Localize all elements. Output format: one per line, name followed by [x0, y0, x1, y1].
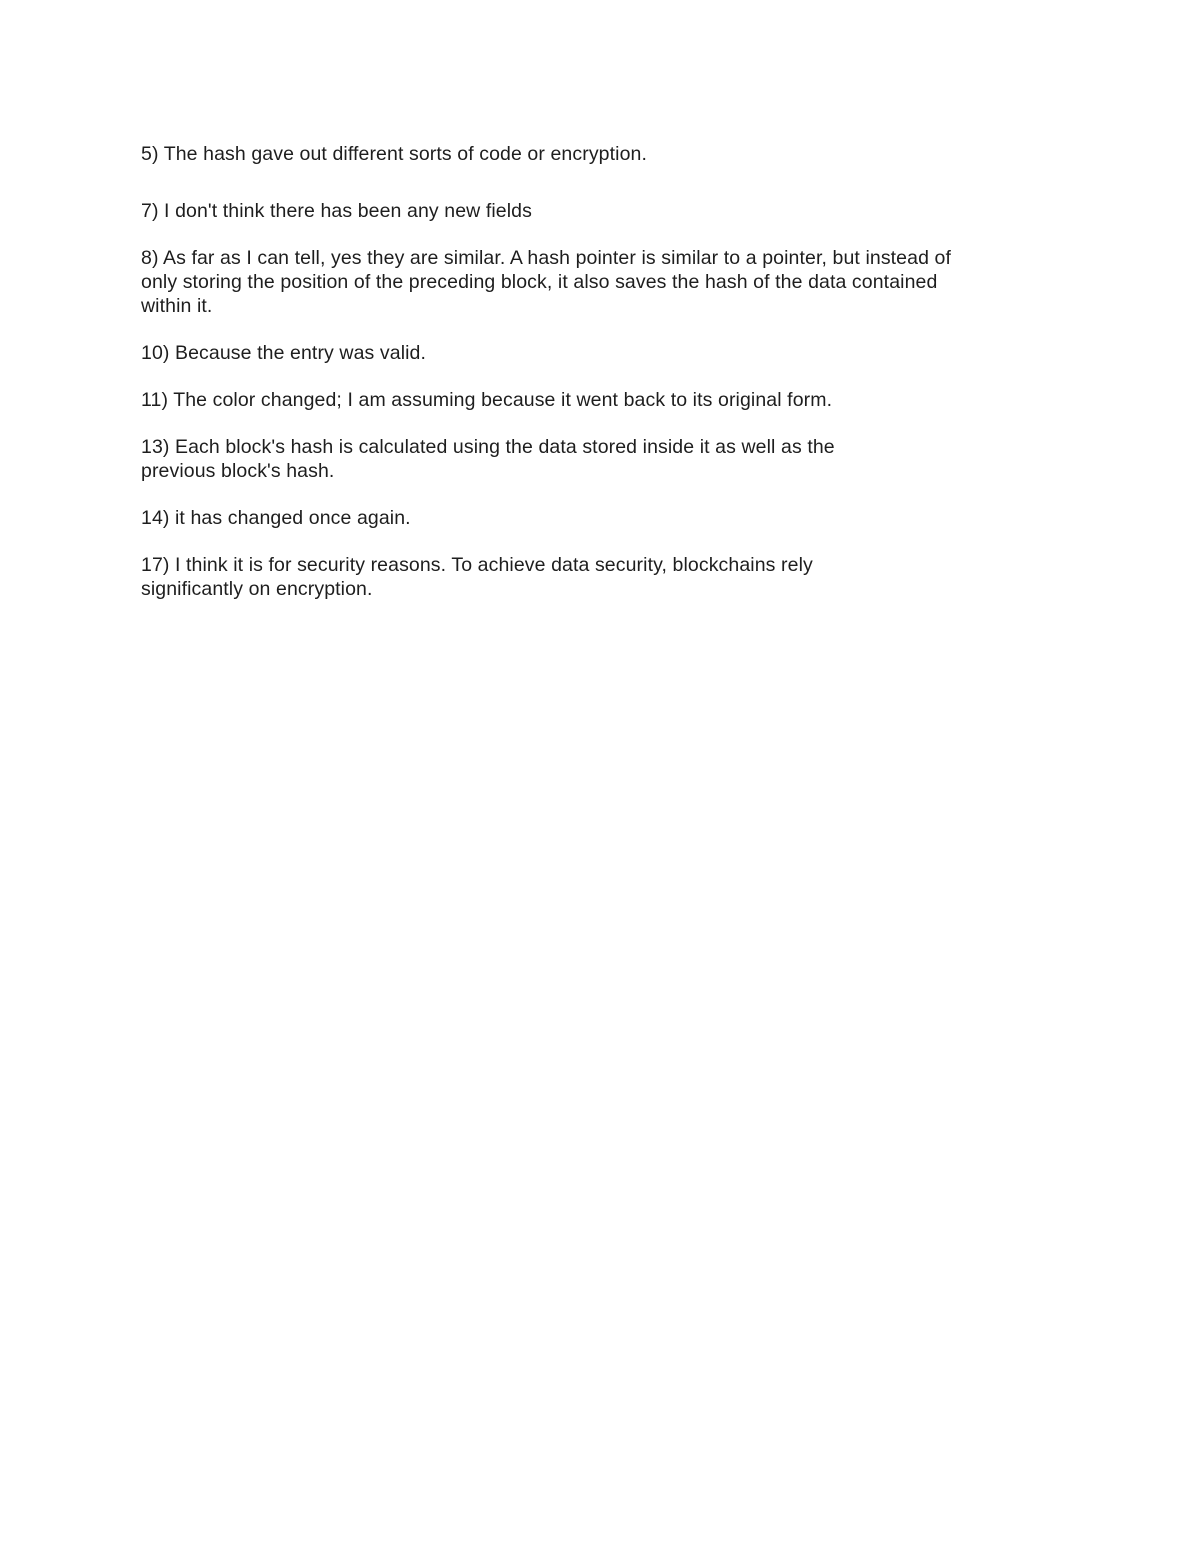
answer-17: 17) I think it is for security reasons. To achieve data security, blockchains rely significantly on encryption. [141, 554, 813, 600]
answer-14: 14) it has changed once again. [141, 507, 411, 529]
answer-10: 10) Because the entry was valid. [141, 342, 427, 364]
answer-13: 13) Each block's hash is calculated using the data stored inside it as well as the previous block's hash. [141, 436, 835, 482]
answer-7: 7) I don't think there has been any new fields [141, 200, 532, 222]
answers-list [141, 142, 1041, 601]
answer-11: 11) The color changed; I am assuming because it went back to its original form. [141, 389, 833, 411]
answer-5: 5) The hash gave out different sorts of code or encryption. [141, 143, 647, 165]
answer-8: 8) As far as I can tell, yes they are similar. A hash pointer is similar to a pointer, but instead of only storing the position of the preceding block, it also saves the hash of the data contained within it. [141, 247, 951, 317]
